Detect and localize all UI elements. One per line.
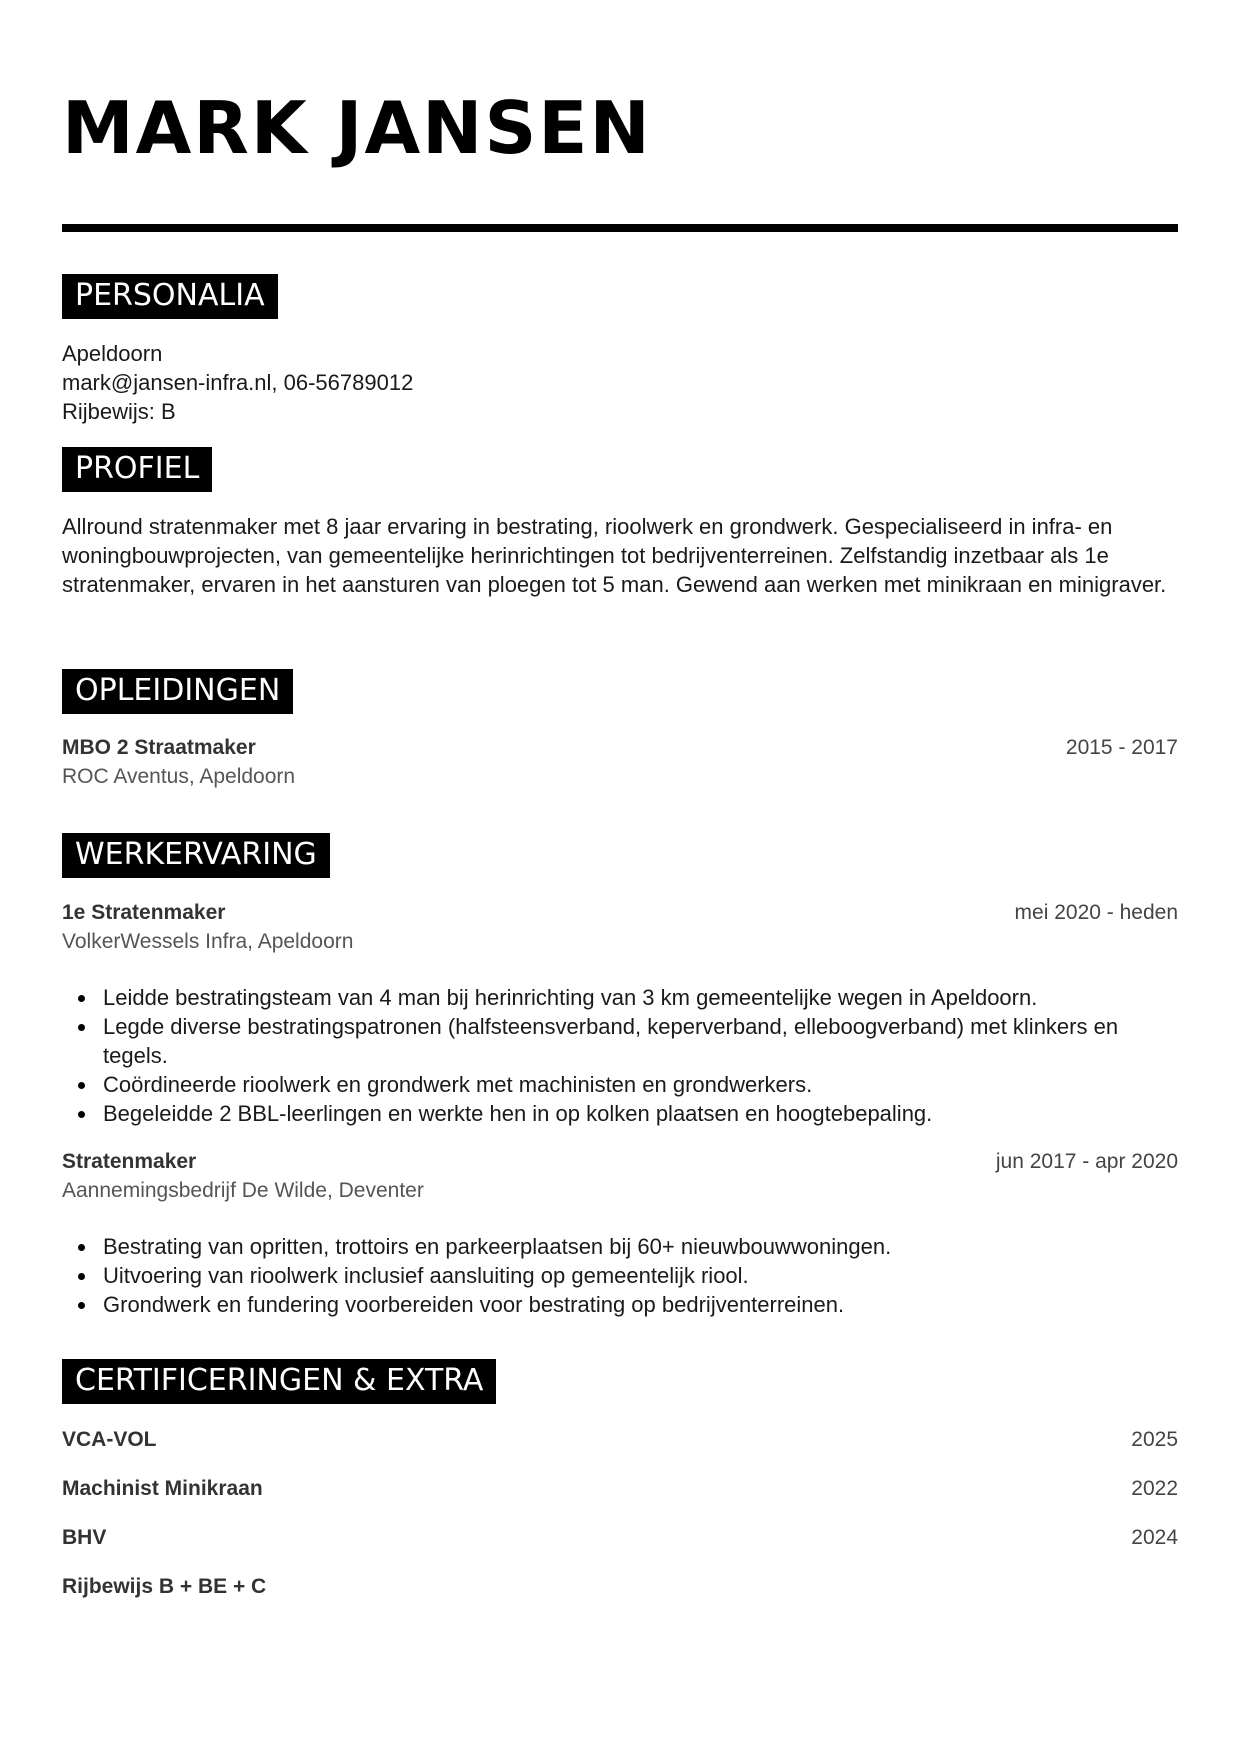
cert-year: 2024 (1131, 1526, 1178, 1549)
section-title-opleidingen: OPLEIDINGEN (62, 669, 293, 714)
cert-title: Rijbewijs B + BE + C (62, 1575, 267, 1598)
job-bullets (62, 1232, 1178, 1319)
job-bullet: Grondwerk en fundering voorbereiden voor bestrating op bedrijventerreinen. (103, 1290, 1178, 1319)
cert-title: VCA-VOL (62, 1428, 157, 1451)
cert-item (62, 1523, 1178, 1552)
job-item (62, 1147, 1178, 1319)
job-item (62, 898, 1178, 1128)
profiel-block (62, 512, 1178, 599)
cert-list (62, 1425, 1178, 1601)
education-title: MBO 2 Straatmaker (62, 736, 256, 759)
job-employer: Aannemingsbedrijf De Wilde, Deventer (62, 1179, 424, 1202)
job-bullet: Coördineerde rioolwerk en grondwerk met machinisten en grondwerkers. (103, 1070, 1178, 1099)
personalia-contact: mark@jansen-infra.nl, 06-56789012 (62, 370, 414, 395)
cert-item (62, 1572, 1178, 1601)
header-divider (62, 224, 1178, 232)
personalia-block (62, 339, 1178, 426)
section-title-certificeringen: CERTIFICERINGEN & EXTRA (62, 1359, 496, 1404)
job-date: mei 2020 - heden (1014, 901, 1178, 924)
job-bullet: Begeleidde 2 BBL-leerlingen en werkte hen in op kolken plaatsen en hoogtebepaling. (103, 1099, 1178, 1128)
job-bullet: Legde diverse bestratingspatronen (halfsteensverband, keperverband, elleboogverband) met klinkers en tegels. (103, 1012, 1178, 1070)
education-item (62, 733, 1178, 791)
section-title-werkervaring: WERKERVARING (62, 833, 330, 878)
section-title-personalia: PERSONALIA (62, 274, 278, 319)
cert-title: BHV (62, 1526, 107, 1549)
profiel-text: Allround stratenmaker met 8 jaar ervaring in bestrating, rioolwerk en grondwerk. Gespecialiseerd in infra- en woningbouwprojecten, van gemeentelijke herinrichtingen tot bedrijventerreinen. Zelfstandig inzetbaar als 1e stratenmaker, ervaren in het aansturen van ploegen tot 5 man. Gewend aan werken met minikraan en minigraver. (62, 514, 1167, 597)
section-title-profiel: PROFIEL (62, 447, 212, 492)
job-date: jun 2017 - apr 2020 (995, 1150, 1178, 1173)
job-title: Stratenmaker (62, 1150, 197, 1173)
personalia-city: Apeldoorn (62, 341, 163, 366)
job-bullets (62, 983, 1178, 1128)
job-title: 1e Stratenmaker (62, 901, 226, 924)
personalia-license: Rijbewijs: B (62, 399, 176, 424)
cert-year: 2022 (1131, 1477, 1178, 1500)
education-date: 2015 - 2017 (1065, 736, 1178, 759)
job-bullet: Leidde bestratingsteam van 4 man bij herinrichting van 3 km gemeentelijke wegen in Apeldoorn. (103, 983, 1178, 1012)
cert-item (62, 1474, 1178, 1503)
cert-item (62, 1425, 1178, 1454)
job-bullet: Uitvoering van rioolwerk inclusief aansluiting op gemeentelijk riool. (103, 1261, 1178, 1290)
job-employer: VolkerWessels Infra, Apeldoorn (62, 930, 354, 953)
candidate-name: MARK JANSEN (62, 86, 652, 170)
cert-title: Machinist Minikraan (62, 1477, 263, 1500)
cert-year: 2025 (1131, 1428, 1178, 1451)
job-bullet: Bestrating van opritten, trottoirs en parkeerplaatsen bij 60+ nieuwbouwwoningen. (103, 1232, 1178, 1261)
education-school: ROC Aventus, Apeldoorn (62, 765, 296, 788)
